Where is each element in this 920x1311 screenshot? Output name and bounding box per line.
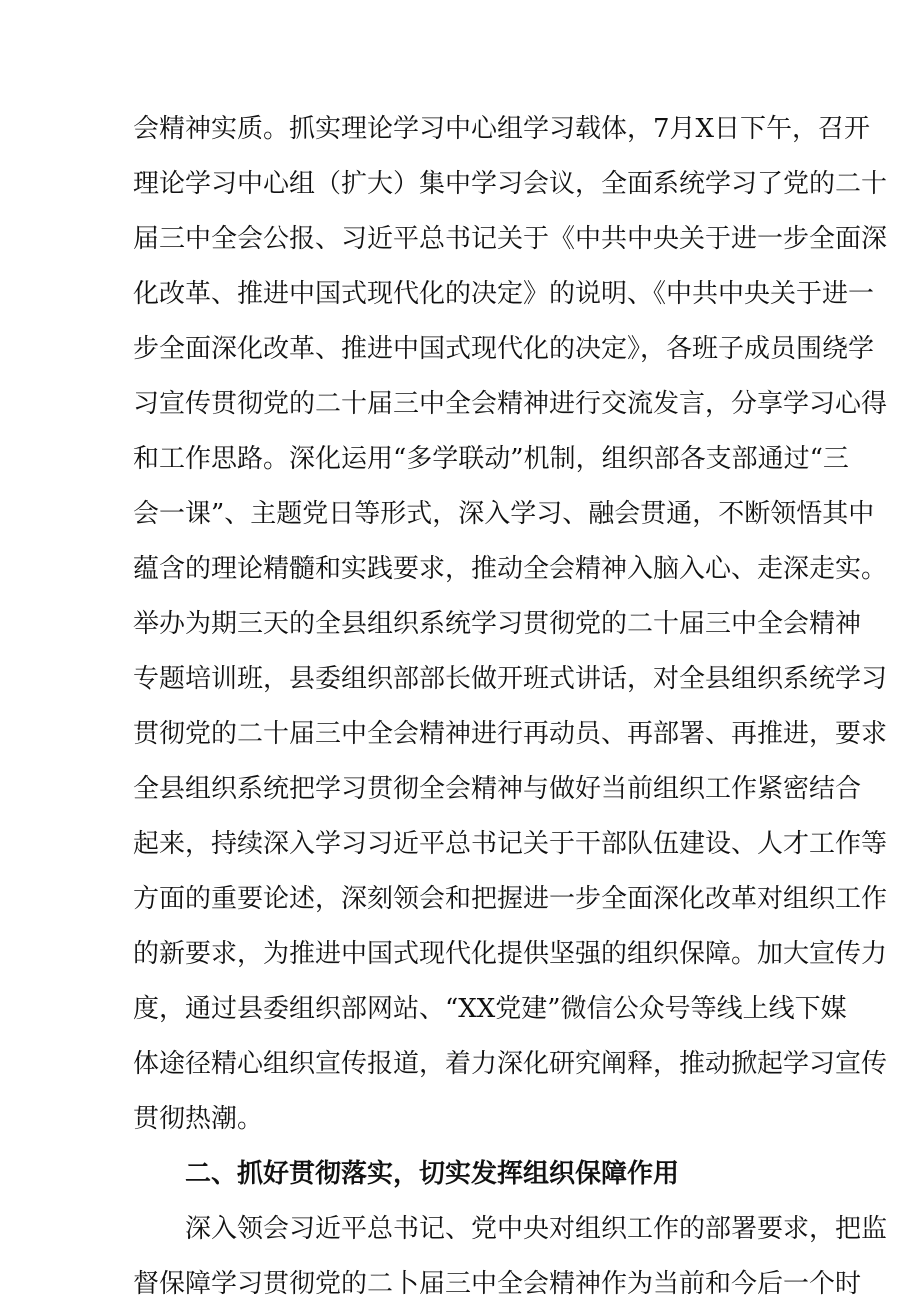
- paragraph-line: 会一课”、主题党日等形式，深入学习、融会贯通，不断领悟其中: [133, 499, 875, 529]
- section-heading: 二、抓好贯彻落实，切实发挥组织保障作用: [185, 1159, 680, 1189]
- paragraph-line: 专题培训班，县委组织部部长做开班式讲话，对全县组织系统学习: [133, 664, 888, 694]
- paragraph-line: 起来，持续深入学习习近平总书记关于干部队伍建设、人才工作等: [133, 829, 888, 859]
- paragraph-line: 贯彻党的二十届三中全会精神进行再动员、再部署、再推进，要求: [133, 719, 888, 749]
- paragraph-line: 体途径精心组织宣传报道，着力深化研究阐释，推动掀起学习宣传: [133, 1049, 888, 1079]
- paragraph-line: 蕴含的理论精髓和实践要求，推动全会精神入脑入心、走深走实。: [133, 554, 888, 584]
- paragraph-line: 督保障学习贯彻党的二卜届三中全会精神作为当前和今后一个时: [133, 1269, 862, 1299]
- paragraph-line: 届三中全会公报、习近平总书记关于《中共中央关于进一步全面深: [133, 224, 888, 254]
- paragraph-line: 习宣传贯彻党的二十届三中全会精神进行交流发言，分享学习心得: [133, 389, 888, 419]
- paragraph-line: 度，通过县委组织部网站、“XX党建”微信公众号等线上线下媒: [133, 994, 847, 1024]
- paragraph-line: 全县组织系统把学习贯彻全会精神与做好当前组织工作紧密结合: [133, 774, 862, 804]
- paragraph-line: 化改革、推进中国式现代化的决定》的说明、《中共中央关于进一: [133, 279, 875, 309]
- paragraph-line: 步全面深化改革、推进中国式现代化的决定》，各班子成员围绕学: [133, 334, 875, 364]
- paragraph-line: 举办为期三天的全县组织系统学习贯彻党的二十届三中全会精神: [133, 609, 862, 639]
- paragraph-line: 方面的重要论述，深刻领会和把握进一步全面深化改革对组织工作: [133, 884, 888, 914]
- paragraph-line: 的新要求，为推进中国式现代化提供坚强的组织保障。加大宣传力: [133, 939, 888, 969]
- paragraph-line: 和工作思路。深化运用“多学联动”机制，组织部各支部通过“三: [133, 444, 849, 474]
- paragraph-line: 理论学习中心组（扩大）集中学习会议，全面系统学习了党的二十: [133, 169, 888, 199]
- paragraph-line: 贯彻热潮。: [133, 1104, 264, 1134]
- paragraph-line: 深入领会习近平总书记、党中央对组织工作的部署要求，把监: [185, 1214, 888, 1244]
- paragraph-line: 会精神实质。抓实理论学习中心组学习载体，7月X日下午，召开: [133, 114, 871, 144]
